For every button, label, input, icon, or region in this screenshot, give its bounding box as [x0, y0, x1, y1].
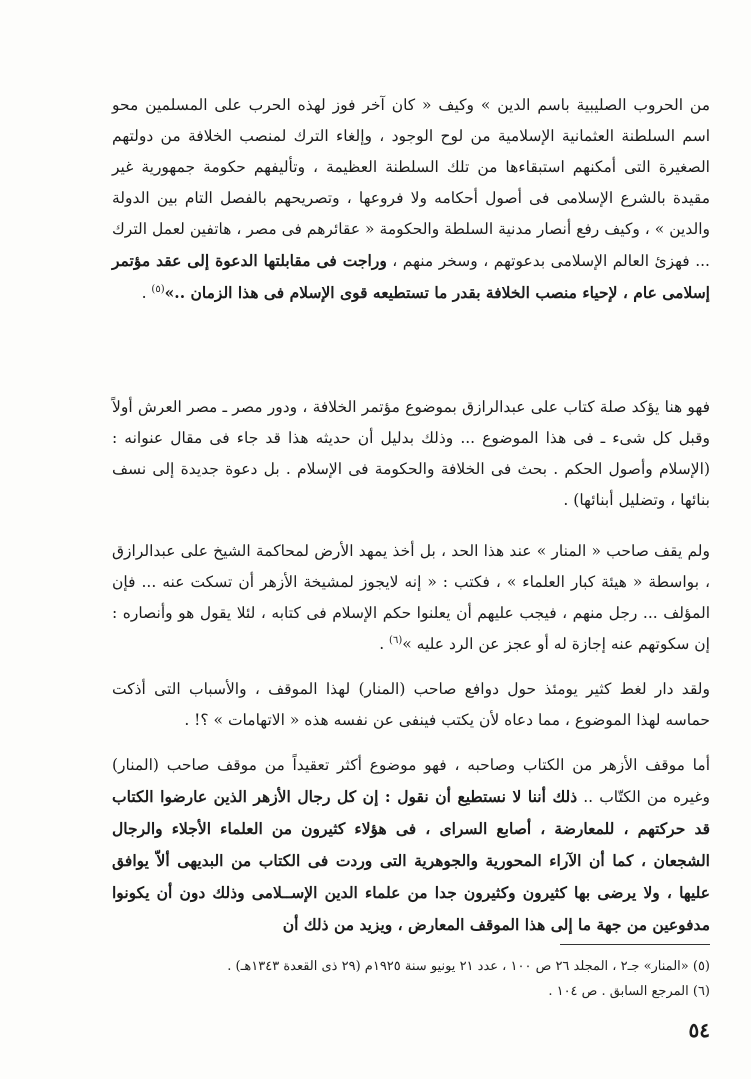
footnote-5: (٥) «المنار» جـ٢ ، المجلد ٢٦ ص ١٠٠ ، عدد ٢١ يونيو سنة ١٩٢٥م (٢٩ ذى القعدة ١٣٤٣هـ) .	[227, 959, 710, 974]
paragraph-3	[112, 536, 710, 660]
paragraph-3-text: ولم يقف صاحب « المنار » عند هذا الحد ، بل أخذ يمهد الأرض لمحاكمة الشيخ على عبدالرازق ، بواسطة « هيئة كبار العلماء » ، فكتب : « إنه لايجوز لمشيخة الأزهر أن تسكت عنه ... فإن المؤلف ... رجل منهم ، فيجب عليهم أن يعلنوا حكم الإسلام فى كتابه ، لئلا يقول هو وأنصاره : إن سكوتهم عنه إجازة له أو عجز عن الرد عليه »	[112, 542, 710, 653]
footnote-ref-6: (٦)	[389, 634, 403, 646]
paragraph-5	[112, 750, 710, 968]
paragraph-1-text: من الحروب الصليبية باسم الدين » وكيف « كان آخر فوز لهذه الحرب على المسلمين محو اسم السلطنة العثمانية الإسلامية من لوح الوجود ، وإلغاء الترك لمنصب الخلافة من دولتهم الصغيرة التى أمكنهم استبقاءها من تلك السلطنة العظيمة ، وتأليفهم حكومة جمهورية غير مقيدة بالشرع الإسلامى فى أصول أحكامه ولا فروعها ، وتصريحهم بالفصل التام بين الدولة والدين » ، وكيف رفع أنصار مدنية السلطة والحكومة « عقائرهم فى مصر ، هاتفين لعمل الترك ... فهزئ العالم الإسلامى بدعوتهم ، وسخر منهم ،	[112, 96, 710, 270]
paragraph-1-tail: .	[141, 284, 152, 302]
footnote-ref-5: (٥)	[151, 283, 165, 295]
page-number: ٥٤	[688, 1018, 710, 1042]
footnotes	[112, 954, 710, 1004]
footnote-divider	[560, 944, 710, 945]
footnote-6: (٦) المرجع السابق . ص ١٠٤ .	[548, 984, 710, 999]
paragraph-3-tail: .	[379, 635, 390, 653]
paragraph-5-text: أما موقف الأزهر من الكتاب وصاحبه ، فهو موضوع أكثر تعقيداً من موقف صاحب (المنار) وغيره من الكتّاب ..	[112, 756, 711, 806]
paragraph-4	[112, 674, 710, 736]
paragraph-1	[112, 90, 710, 374]
paragraph-5-bold-text: ذلك أننا لا نستطيع أن نقول : إن كل رجال الأزهر الذين عارضوا الكتاب قد حركتهم ، للمعارضة ، أصابع السراى ، فى هؤلاء كثيرون من العلماء الأجلاء والرجال الشجعان ، كما أن الآراء المحورية والجوهرية التى وردت فى الكتاب من البديهى ألاّ يوافق عليها ، ولا يرضى بها كثيرون وكثيرون جدا من علماء الدين الإســلامى وذلك دون أن يكونوا مدفوعين من جهة ما إلى هذا الموقف المعارض ، ويزيد من ذلك أن	[112, 787, 710, 934]
paragraph-4-text: ولقد دار لغط كثير يومئذ حول دوافع صاحب (المنار) لهذا الموقف ، والأسباب التى أذكت حماسه لهذا الموضوع ، مما دعاه لأن يكتب فينفى عن نفسه هذه « الاتهامات » ؟! .	[112, 680, 710, 729]
page-body	[112, 90, 710, 968]
paragraph-2-text: فهو هنا يؤكد صلة كتاب على عبدالرازق بموضوع مؤتمر الخلافة ، ودور مصر ـ مصر العرش أولاً وقبل كل شىء ـ فى هذا الموضوع ... وذلك بدليل أن حديثه هذا قد جاء فى مقال عنوانه : (الإسلام وأصول الحكم . بحث فى الخلافة والحكومة فى الإسلام . بل دعوة جديدة إلى نسف بنائها ، وتضليل أبنائها) .	[112, 398, 710, 509]
paragraph-1-bold-text: وراجت فى مقابلتها الدعوة إلى عقد مؤتمر إسلامى عام ، لإحياء منصب الخلافة بقدر ما تستطيعه قوى الإسلام فى هذا الزمان ..»	[112, 251, 710, 302]
paragraph-2	[112, 392, 710, 516]
